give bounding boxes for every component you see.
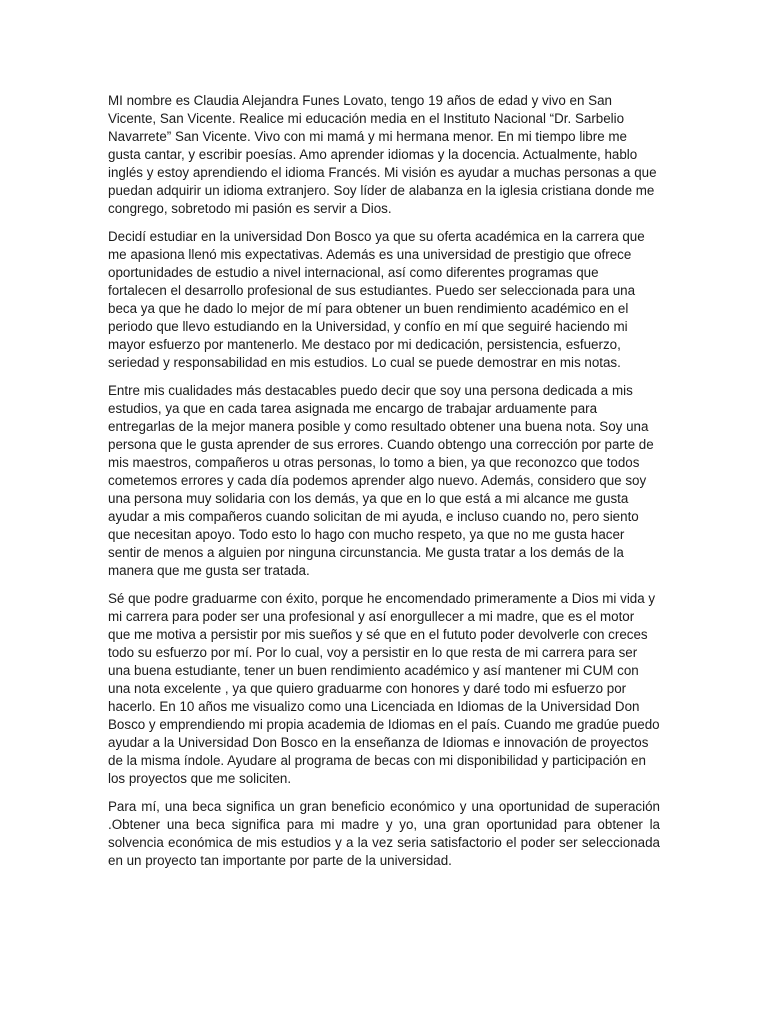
paragraph-university-choice: Decidí estudiar en la universidad Don Bosco ya que su oferta académica en la carrera que me apasiona llenó mis expectativas. Además es una universidad de prestigio que ofrece oportunidades de estudio a nivel internacional, así como diferentes programas que fortalecen el desarrollo profesional de sus estudiantes. Puedo ser seleccionada para una beca ya que he dado lo mejor de mí para obtener un buen rendimiento académico en el periodo que llevo estudiando en la Universidad, y confío en mí que seguiré haciendo mi mayor esfuerzo por mantenerlo. Me destaco por mi dedicación, persistencia, esfuerzo, seriedad y responsabilidad en mis estudios. Lo cual se puede demostrar en mis notas.	[108, 229, 645, 370]
paragraph-scholarship-meaning: Para mí, una beca significa un gran beneficio económico y una oportunidad de superación .Obtener una beca significa para mi madre y yo, una gran oportunidad para obtener la solvencia económica de mis estudios y a la vez seria satisfactorio el poder ser seleccionada en un proyecto tan importante por parte de la universidad.	[108, 799, 660, 868]
paragraph-graduation-goals: Sé que podre graduarme con éxito, porque he encomendado primeramente a Dios mi vida y mi carrera para poder ser una profesional y así enorgullecer a mi madre, que es el motor que me motiva a persistir por mis sueños y sé que en el fututo poder devolverle con creces todo su esfuerzo por mí. Por lo cual, voy a persistir en lo que resta de mi carrera para ser una buena estudiante, tener un buen rendimiento académico y así mantener mi CUM con una nota excelente , ya que quiero graduarme con honores y daré todo mi esfuerzo por hacerlo. En 10 años me visualizo como una Licenciada en Idiomas de la Universidad Don Bosco y emprendiendo mi propia academia de Idiomas en el país. Cuando me gradúe puedo ayudar a la Universidad Don Bosco en la enseñanza de Idiomas e innovación de proyectos de la misma índole. Ayudare al programa de becas con mi disponibilidad y participación en los proyectos que me soliciten.	[108, 591, 660, 786]
document-body	[108, 92, 660, 880]
paragraph-qualities: Entre mis cualidades más destacables puedo decir que soy una persona dedicada a mis estudios, ya que en cada tarea asignada me encargo de trabajar arduamente para entregarlas de la mejor manera posible y como resultado obtener una buena nota. Soy una persona que le gusta aprender de sus errores. Cuando obtengo una corrección por parte de mis maestros, compañeros u otras personas, lo tomo a bien, ya que reconozco que todos cometemos errores y cada día podemos aprender algo nuevo. Además, considero que soy una persona muy solidaria con los demás, ya que en lo que está a mi alcance me gusta ayudar a mis compañeros cuando solicitan de mi ayuda, e incluso cuando no, pero siento que necesitan apoyo. Todo esto lo hago con mucho respeto, ya que no me gusta hacer sentir de menos a alguien por ninguna circunstancia. Me gusta tratar a los demás de la manera que me gusta ser tratada.	[108, 383, 654, 578]
paragraph-introduction: MI nombre es Claudia Alejandra Funes Lovato, tengo 19 años de edad y vivo en San Vicente, San Vicente. Realice mi educación media en el Instituto Nacional “Dr. Sarbelio Navarrete” San Vicente. Vivo con mi mamá y mi hermana menor. En mi tiempo libre me gusta cantar, y escribir poesías. Amo aprender idiomas y la docencia. Actualmente, hablo inglés y estoy aprendiendo el idioma Francés. Mi visión es ayudar a muchas personas a que puedan adquirir un idioma extranjero. Soy líder de alabanza en la iglesia cristiana donde me congrego, sobretodo mi pasión es servir a Dios.	[108, 93, 657, 216]
